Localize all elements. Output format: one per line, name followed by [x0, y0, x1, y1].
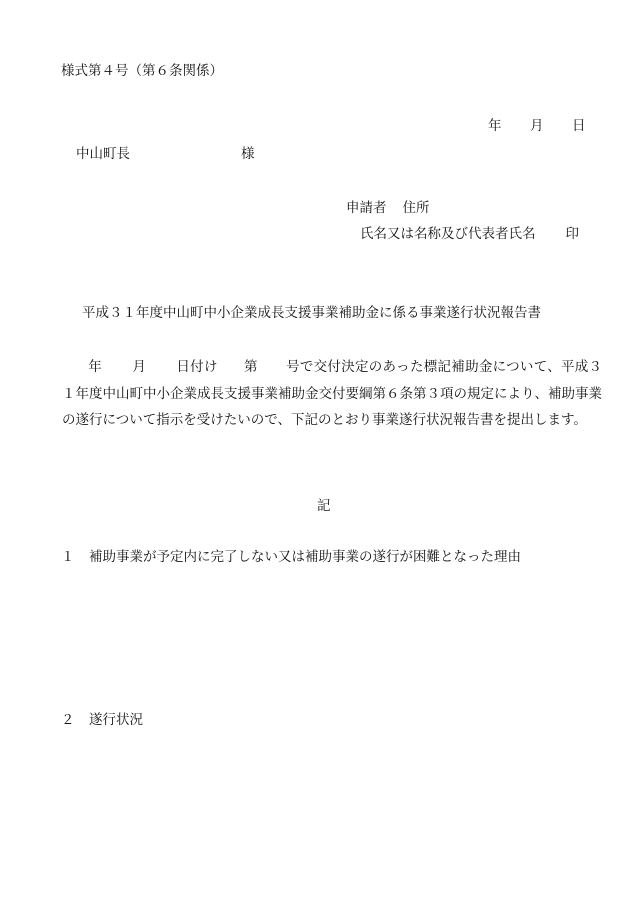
- body-text: 号で交付決定のあった標記補助金について、平成３１年度中山町中小企業成長支援事業補助金交付要綱第６条第３項の規定により、補助事業の遂行について指示を受けたいので、下記のとおり事業遂行状況報告書を提出します。: [62, 359, 603, 428]
- document-title: 平成３１年度中山町中小企業成長支援事業補助金に係る事業遂行状況報告書: [82, 305, 541, 321]
- ki-heading: 記: [317, 498, 331, 514]
- item-1-text: 補助事業が予定内に完了しない又は補助事業の遂行が困難となった理由: [89, 549, 521, 565]
- item-1: [61, 548, 521, 566]
- addressee-name: 中山町長: [76, 146, 130, 162]
- addressee-suffix: 様: [241, 146, 255, 162]
- body-year-label: 年: [88, 359, 103, 375]
- body-month-label: 月: [132, 359, 147, 375]
- form-number: 様式第４号（第６条関係）: [61, 63, 223, 79]
- applicant-address-row: [346, 199, 430, 217]
- item-1-number: １: [61, 549, 75, 565]
- date-day-label: 日: [572, 118, 586, 134]
- item-2-number: ２: [61, 712, 75, 728]
- body-date-suffix: 日付け: [176, 359, 218, 375]
- seal-mark: 印: [565, 226, 579, 242]
- item-2: [61, 711, 143, 729]
- applicant-label: 申請者: [346, 200, 387, 216]
- applicant-name-row: [360, 225, 579, 243]
- body-paragraph: [62, 354, 602, 434]
- name-label: 氏名又は名称及び代表者氏名: [360, 226, 536, 242]
- item-2-text: 遂行状況: [89, 712, 143, 728]
- date-month-label: 月: [530, 118, 544, 134]
- date-year-label: 年: [488, 118, 502, 134]
- address-label: 住所: [402, 200, 430, 216]
- addressee: [76, 145, 255, 163]
- date-line: [488, 117, 586, 135]
- body-number-prefix: 第: [243, 359, 258, 375]
